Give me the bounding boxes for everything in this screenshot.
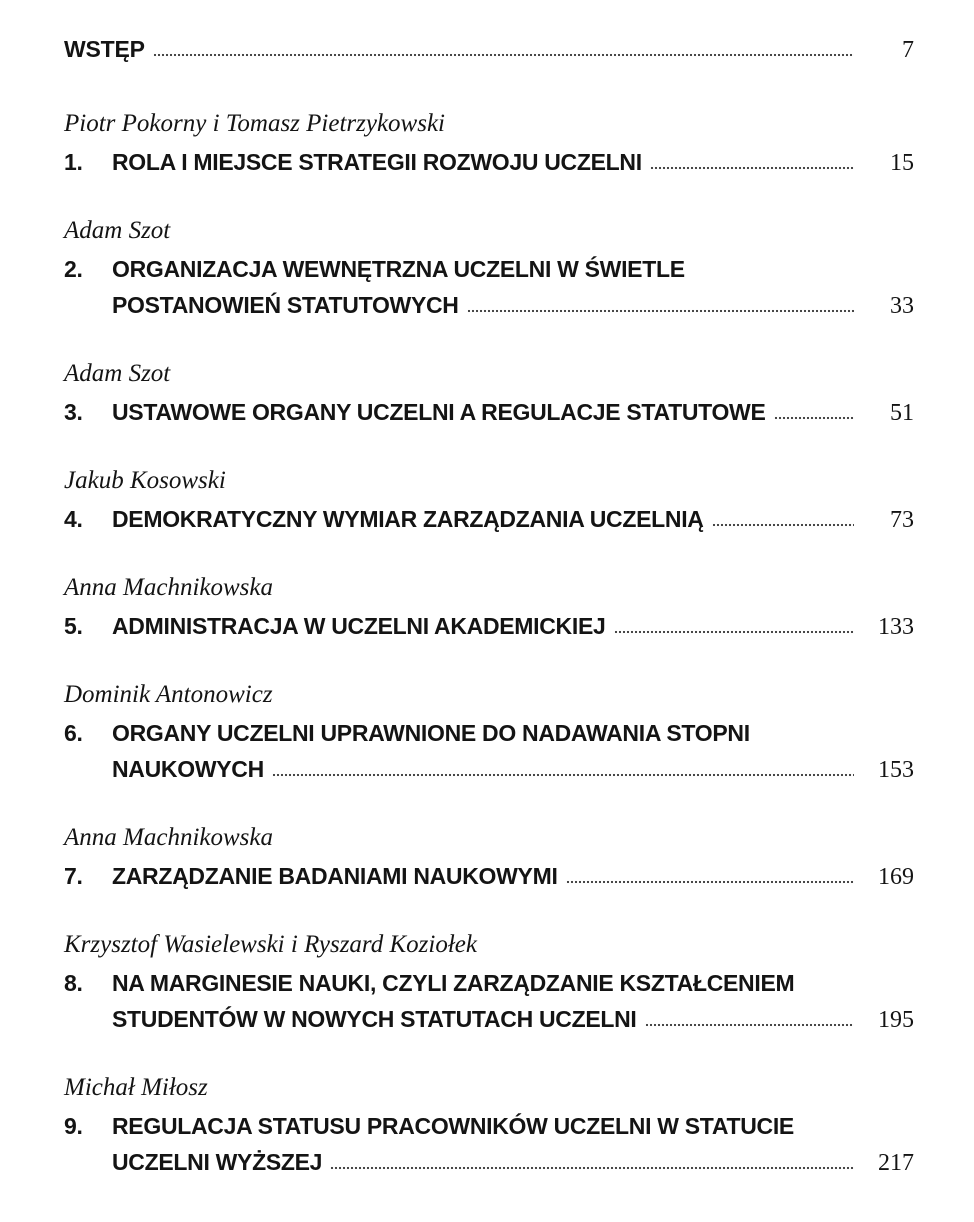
chapter-title-block <box>112 608 914 645</box>
chapter-title-line <box>112 501 914 538</box>
chapter-page-number: 73 <box>890 507 914 533</box>
chapter-title-line <box>112 144 914 181</box>
toc-entry-chapter-4 <box>64 465 914 538</box>
chapter-author: Michał Miłosz <box>64 1074 208 1101</box>
chapter-title-line <box>112 1144 914 1181</box>
chapter-number: 6. <box>64 720 83 746</box>
chapter-number: 5. <box>64 613 83 639</box>
chapter-title-text: ADMINISTRACJA W UCZELNI AKADEMICKIEJ <box>112 613 606 639</box>
chapter-title-text: USTAWOWE ORGANY UCZELNI A REGULACJE STATUTOWE <box>112 399 766 425</box>
dot-leader <box>645 1022 854 1028</box>
dot-leader <box>566 879 854 885</box>
dot-leader <box>272 772 854 778</box>
toc-entry-chapter-9 <box>64 1072 914 1181</box>
toc-entry-chapter-1 <box>64 108 914 181</box>
chapter-title-text: ORGANIZACJA WEWNĘTRZNA UCZELNI W ŚWIETLE <box>112 256 685 282</box>
chapter-title-block <box>112 251 914 324</box>
toc-entry-chapter-6 <box>64 679 914 788</box>
toc-entry-chapter-2 <box>64 215 914 324</box>
dot-leader <box>330 1165 854 1171</box>
chapter-entry <box>64 965 914 1038</box>
chapter-number: 1. <box>64 149 83 175</box>
dot-leader <box>712 522 854 528</box>
chapter-entry <box>64 715 914 788</box>
chapter-title-block <box>112 965 914 1038</box>
chapter-entry <box>64 1108 914 1181</box>
toc-entry-chapter-3 <box>64 358 914 431</box>
chapter-title-block <box>112 715 914 788</box>
chapter-page-number: 217 <box>878 1150 914 1176</box>
chapter-page-number: 195 <box>878 1007 914 1033</box>
dot-leader <box>153 52 854 58</box>
chapter-title-line <box>112 965 914 1001</box>
chapter-entry <box>64 144 914 181</box>
chapter-author: Anna Machnikowska <box>64 824 273 851</box>
chapter-title-block <box>112 501 914 538</box>
chapter-page-number: 153 <box>878 757 914 783</box>
chapter-author: Anna Machnikowska <box>64 574 273 601</box>
chapter-title-line <box>112 715 914 751</box>
chapter-entry <box>64 858 914 895</box>
intro-page-number: 7 <box>902 37 914 63</box>
chapter-page-number: 133 <box>878 614 914 640</box>
chapter-title-text: REGULACJA STATUSU PRACOWNIKÓW UCZELNI W STATUCIE <box>112 1113 794 1139</box>
chapter-number: 8. <box>64 970 83 996</box>
chapter-title-line <box>112 1001 914 1038</box>
chapter-page-number: 15 <box>890 150 914 176</box>
chapter-title-block <box>112 1108 914 1181</box>
chapter-author: Jakub Kosowski <box>64 467 226 494</box>
chapter-number: 7. <box>64 863 83 889</box>
chapter-page-number: 51 <box>890 400 914 426</box>
chapter-author: Dominik Antonowicz <box>64 681 273 708</box>
chapter-title-line <box>112 858 914 895</box>
chapter-title-text: ROLA I MIEJSCE STRATEGII ROZWOJU UCZELNI <box>112 149 642 175</box>
chapter-title-text: ZARZĄDZANIE BADANIAMI NAUKOWYMI <box>112 863 558 889</box>
dot-leader <box>774 415 854 421</box>
chapter-title-line <box>112 751 914 788</box>
chapter-title-block <box>112 394 914 431</box>
chapter-author: Piotr Pokorny i Tomasz Pietrzykowski <box>64 110 446 137</box>
chapter-entry <box>64 608 914 645</box>
chapter-page-number: 33 <box>890 293 914 319</box>
chapter-number: 2. <box>64 256 83 282</box>
chapter-entry <box>64 394 914 431</box>
chapter-page-number: 169 <box>878 864 914 890</box>
chapter-title-text: UCZELNI WYŻSZEJ <box>112 1149 323 1175</box>
chapter-title-line <box>112 1108 914 1144</box>
chapter-title-text: NAUKOWYCH <box>112 756 264 782</box>
intro-title: WSTĘP <box>64 36 145 62</box>
chapter-number: 3. <box>64 399 83 425</box>
toc-entry-chapter-7 <box>64 822 914 895</box>
chapter-author: Krzysztof Wasielewski i Ryszard Koziołek <box>64 931 477 958</box>
toc-entry-chapter-5 <box>64 572 914 645</box>
chapter-title-text: POSTANOWIEŃ STATUTOWYCH <box>112 292 459 318</box>
chapter-list <box>64 108 914 1181</box>
dot-leader <box>614 629 855 635</box>
dot-leader <box>467 308 854 314</box>
chapter-title-text: STUDENTÓW W NOWYCH STATUTACH UCZELNI <box>112 1006 637 1032</box>
chapter-number: 4. <box>64 506 83 532</box>
chapter-title-line <box>112 251 914 287</box>
chapter-title-text: DEMOKRATYCZNY WYMIAR ZARZĄDZANIA UCZELNIĄ <box>112 506 704 532</box>
chapter-entry <box>64 251 914 324</box>
chapter-title-block <box>112 858 914 895</box>
chapter-title-block <box>112 144 914 181</box>
chapter-title-text: ORGANY UCZELNI UPRAWNIONE DO NADAWANIA STOPNI <box>112 720 750 746</box>
chapter-title-line <box>112 608 914 645</box>
chapter-entry <box>64 501 914 538</box>
dot-leader <box>650 165 854 171</box>
chapter-author: Adam Szot <box>64 360 171 387</box>
chapter-author: Adam Szot <box>64 217 171 244</box>
toc-entry-chapter-8 <box>64 929 914 1038</box>
chapter-number: 9. <box>64 1113 83 1139</box>
chapter-title-line <box>112 287 914 324</box>
chapter-title-line <box>112 394 914 431</box>
chapter-title-text: NA MARGINESIE NAUKI, CZYLI ZARZĄDZANIE KSZTAŁCENIEM <box>112 970 795 996</box>
toc-entry-intro <box>64 36 914 64</box>
